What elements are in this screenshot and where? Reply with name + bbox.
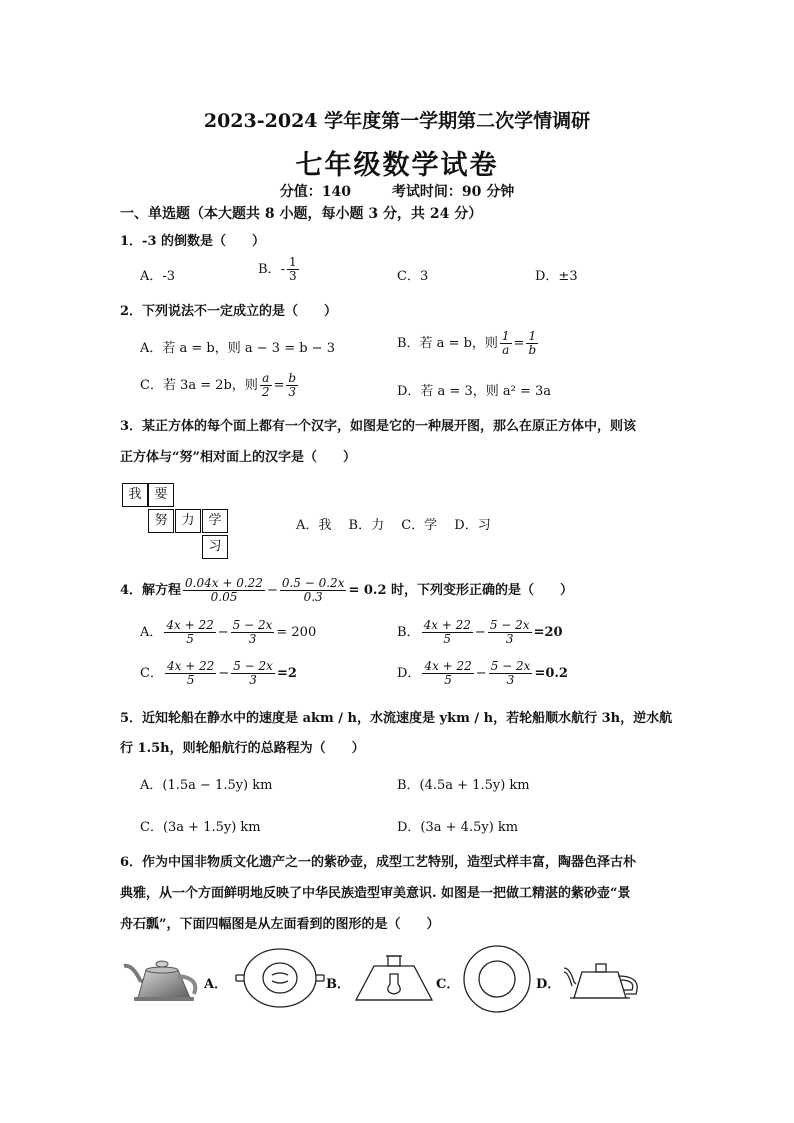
q3-stem-line1: 3．某正方体的每个面上都有一个汉字，如图是它的一种展开图，那么在原正方体中，则该 [120,419,637,434]
q4-a-num2: 5 − 2x [232,618,273,632]
q4-c-minus: − [218,666,230,681]
score-label: 分值：140 [279,184,351,200]
q4-option-b [397,619,563,646]
q4-b-den2: 3 [505,632,514,646]
q4-option-d [397,660,568,687]
exam-title-line1: 2023-2024 学年度第一学期第二次学情调研 [203,110,591,132]
q2-b-den1: a [502,343,510,357]
time-label: 考试时间：90 分钟 [391,184,515,200]
q4-d-frac2 [489,660,533,687]
q4-a-label: A． [140,625,163,640]
q2-option-d: D．若 a = 3，则 a² = 3a [397,384,552,399]
q2-c-frac2 [286,372,298,399]
q4-a-den1: 5 [186,632,194,646]
q1-b-sign: - [280,262,285,277]
exam-meta [0,181,794,201]
q6-option-d: D． [536,977,561,992]
q5-option-a: A．(1.5a − 1.5y) km [140,778,273,793]
view-option-c-figure [462,944,532,1014]
q4-c-num2: 5 − 2x [233,659,273,673]
cube-cell-xue: 学 [202,509,228,533]
q3-options: A．我 B．力 C．学 D．习 [296,518,491,533]
q4-b-den1: 5 [443,632,452,646]
cube-cell-li: 力 [175,509,201,533]
cube-cell-yao: 要 [148,483,174,507]
q4-a-num1: 4x + 22 [166,618,214,632]
q4-b-frac1 [422,619,473,646]
q2-b-num2: 1 [526,330,538,344]
q4-c-frac2 [231,660,275,687]
q6-stem-line1: 6．作为中国非物质文化遗产之一的紫砂壶，成型工艺特别，造型式样丰富，陶器色泽古朴 [120,855,637,870]
q6-option-a: A． [204,977,228,992]
q4-c-frac1 [165,660,216,687]
q6-option-c: C． [436,977,460,992]
q2-c-num2: b [288,371,297,385]
q4-d-den2: 3 [506,673,515,687]
q5-stem-line2: 行 1.5h，则轮船航行的总路程为（ ） [120,741,365,756]
q4-c-num1: 4x + 22 [166,659,215,673]
cube-cell-nu: 努 [148,509,174,533]
q4-a-minus: − [217,625,229,640]
q4-stem-post: = 0.2 时，下列变形正确的是（ ） [348,583,574,598]
q6-stem-line2: 典雅，从一个方面鲜明地反映了中华民族造型审美意识. 如图是一把做工精湛的紫砂壶“景 [120,886,631,901]
q4-c-rhs: =2 [276,666,297,681]
q1-b-fraction [287,256,299,283]
q1-option-a: A．-3 [140,269,176,284]
view-option-b-figure [352,948,436,1004]
q4-num1: 0.04x + 0.22 [185,576,263,590]
q4-d-rhs: =0.2 [534,666,568,681]
q2-stem: 2．下列说法不一定成立的是（ ） [120,304,338,319]
q6-stem-line3: 舟石瓢”，下面四幅图是从左面看到的图形的是（ ） [120,917,440,932]
q1-option-c: C．3 [397,269,429,284]
q2-c-pre: C．若 3a = 2b，则 [140,378,258,393]
q4-c-den2: 3 [249,673,257,687]
q4-b-rhs: =20 [533,625,563,640]
exam-title-line2: 七年级数学试卷 [295,150,499,181]
q4-d-frac1 [422,660,473,687]
q1-option-b [258,256,301,283]
q4-a-frac2 [231,619,275,646]
q2-b-frac2 [526,330,538,357]
cube-cell-wo: 我 [122,483,148,507]
q2-option-c [140,372,300,399]
q2-c-eq: = [273,378,285,393]
q4-option-a [140,619,316,646]
q5-option-c: C．(3a + 1.5y) km [140,820,261,835]
q4-minus: − [266,583,278,598]
q4-stem [120,577,573,604]
cube-cell-xi: 习 [202,535,228,559]
q5-option-d: D．(3a + 4.5y) km [397,820,519,835]
q1-option-d: D．±3 [535,269,578,284]
q4-stem-pre: 4．解方程 [120,583,182,598]
q4-den1: 0.05 [210,590,238,604]
q4-option-c [140,660,297,687]
q4-b-num1: 4x + 22 [423,618,471,632]
q2-c-frac1 [260,372,272,399]
teapot-photo [120,952,204,1004]
q4-a-frac1 [164,619,215,646]
q4-frac2 [280,577,347,604]
q1-stem: 1．-3 的倒数是（ ） [120,234,266,249]
q2-b-pre: B．若 a = b，则 [397,336,498,351]
q4-b-label: B． [397,625,420,640]
q4-b-num2: 5 − 2x [489,618,530,632]
q4-d-den1: 5 [444,673,452,687]
q4-a-rhs: = 200 [276,625,317,640]
q1-b-num: 1 [288,255,297,269]
view-option-d-figure [560,954,646,1004]
q1-b-den: 3 [288,269,297,283]
q2-b-num1: 1 [501,329,510,343]
q2-c-num1: a [260,372,272,386]
q4-frac1 [183,577,265,604]
q4-d-minus: − [475,666,487,681]
q4-d-label: D． [397,666,421,681]
q6-option-b: B． [326,977,350,992]
q5-option-b: B．(4.5a + 1.5y) km [397,778,530,793]
q4-d-num1: 4x + 22 [424,659,472,673]
q2-option-a: A．若 a = b，则 a − 3 = b − 3 [140,341,335,356]
view-option-a-figure [234,946,326,1010]
q2-b-eq: = [513,336,525,351]
q4-num2: 0.5 − 0.2x [281,576,345,590]
q4-c-label: C． [140,666,163,681]
q2-c-den2: 3 [288,385,297,399]
q4-den2: 0.3 [303,590,323,604]
q4-b-frac2 [488,619,532,646]
q4-d-num2: 5 − 2x [490,659,531,673]
q2-c-den1: 2 [261,385,270,399]
q3-stem-line2: 正方体与“努”相对面上的汉字是（ ） [120,450,356,465]
q5-stem-line1: 5．近知轮船在静水中的速度是 akm / h，水流速度是 ykm / h，若轮船顺水航行 3h，逆水航 [120,711,673,726]
q2-b-frac1 [500,330,512,357]
q2-option-b [397,330,540,357]
q4-a-den2: 3 [248,632,257,646]
q4-c-den1: 5 [186,673,195,687]
q4-b-minus: − [474,625,486,640]
section-heading: 一、单选题（本大题共 8 小题，每小题 3 分，共 24 分） [120,206,483,222]
q2-b-den2: b [528,343,537,357]
q1-option-b-label: B． [258,262,281,277]
